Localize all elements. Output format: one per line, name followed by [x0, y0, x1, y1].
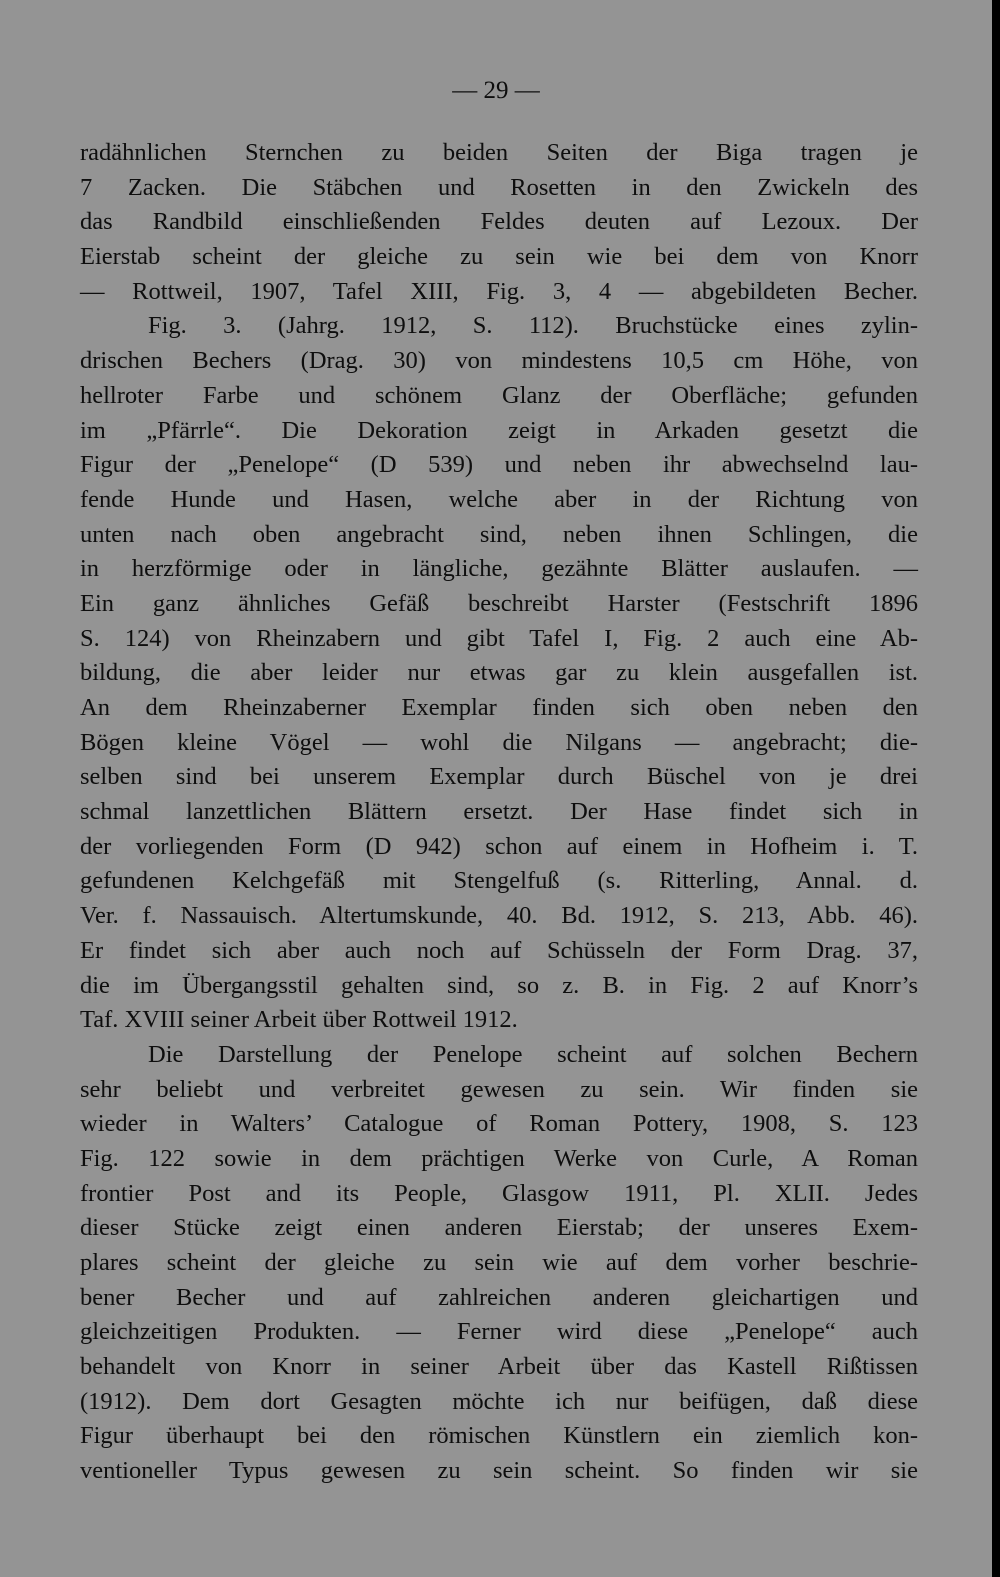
text-line: Fig. 3. (Jahrg. 1912, S. 112). Bruchstücke eines zylin- — [148, 312, 918, 340]
text-line: ventioneller Typus gewesen zu sein scheint. So finden wir sie — [80, 1457, 918, 1485]
text-line: Figur der „Penelope“ (D 539) und neben ihr abwechselnd lau- — [80, 451, 918, 479]
text-line: Er findet sich aber auch noch auf Schüsseln der Form Drag. 37, — [80, 936, 918, 964]
text-line: gefundenen Kelchgefäß mit Stengelfuß (s. Ritterling, Annal. d. — [80, 867, 918, 895]
text-line: bildung, die aber leider nur etwas gar zu klein ausgefallen ist. — [80, 659, 918, 687]
body-text — [80, 136, 918, 1489]
text-line: der vorliegenden Form (D 942) schon auf einem in Hofheim i. T. — [80, 832, 918, 860]
text-line: An dem Rheinzaberner Exemplar finden sich oben neben den — [80, 694, 918, 721]
text-line: Figur überhaupt bei den römischen Künstlern ein ziemlich kon- — [80, 1422, 918, 1450]
text-line: unten nach oben angebracht sind, neben ihnen Schlingen, die — [80, 520, 918, 548]
text-line: die im Übergangsstil gehalten sind, so z. B. in Fig. 2 auf Knorr’s — [80, 971, 918, 999]
text-line: Eierstab scheint der gleiche zu sein wie bei dem von Knorr — [80, 243, 918, 271]
text-line: gleichzeitigen Produkten. — Ferner wird diese „Penelope“ auch — [80, 1318, 918, 1346]
text-line: hellroter Farbe und schönem Glanz der Oberfläche; gefunden — [80, 381, 918, 409]
text-line: Taf. XVIII seiner Arbeit über Rottweil 1912. — [80, 1006, 518, 1034]
text-line: radähnlichen Sternchen zu beiden Seiten der Biga tragen je — [80, 139, 918, 166]
text-line: Die Darstellung der Penelope scheint auf solchen Bechern — [148, 1040, 918, 1068]
text-line: — Rottweil, 1907, Tafel XIII, Fig. 3, 4 — abgebildeten Becher. — [80, 277, 918, 305]
text-line: frontier Post and its People, Glasgow 1911, Pl. XLII. Jedes — [80, 1179, 918, 1207]
text-line: sehr beliebt und verbreitet gewesen zu sein. Wir finden sie — [80, 1075, 918, 1103]
text-line: dieser Stücke zeigt einen anderen Eierstab; der unseres Exem- — [80, 1214, 918, 1242]
text-line: behandelt von Knorr in seiner Arbeit über das Kastell Rißtissen — [80, 1353, 918, 1381]
text-line: (1912). Dem dort Gesagten möchte ich nur beifügen, daß diese — [80, 1387, 918, 1415]
text-line: wieder in Walters’ Catalogue of Roman Pottery, 1908, S. 123 — [80, 1110, 918, 1138]
text-line: im „Pfärrle“. Die Dekoration zeigt in Arkaden gesetzt die — [80, 416, 918, 444]
text-line: Ein ganz ähnliches Gefäß beschreibt Harster (Festschrift 1896 — [80, 589, 918, 617]
text-line: drischen Bechers (Drag. 30) von mindestens 10,5 cm Höhe, von — [80, 347, 918, 375]
text-line: 7 Zacken. Die Stäbchen und Rosetten in den Zwickeln des — [80, 173, 918, 201]
text-line: das Randbild einschließenden Feldes deuten auf Lezoux. Der — [80, 208, 918, 236]
text-line: fende Hunde und Hasen, welche aber in der Richtung von — [80, 485, 918, 513]
page-number: — 29 — — [452, 77, 540, 104]
text-line: plares scheint der gleiche zu sein wie auf dem vorher beschrie- — [80, 1249, 918, 1276]
text-line: S. 124) von Rheinzabern und gibt Tafel I, Fig. 2 auch eine Ab- — [80, 624, 918, 652]
text-line: bener Becher und auf zahlreichen anderen gleichartigen und — [80, 1283, 918, 1311]
text-line: Ver. f. Nassauisch. Altertumskunde, 40. Bd. 1912, S. 213, Abb. 46). — [80, 902, 918, 930]
text-line: schmal lanzettlichen Blättern ersetzt. Der Hase findet sich in — [80, 798, 918, 826]
text-line: Fig. 122 sowie in dem prächtigen Werke von Curle, A Roman — [80, 1144, 918, 1172]
text-line: selben sind bei unserem Exemplar durch Büschel von je drei — [80, 763, 918, 791]
text-line: Bögen kleine Vögel — wohl die Nilgans — angebracht; die- — [80, 728, 918, 756]
text-line: in herzförmige oder in längliche, gezähnte Blätter auslaufen. — — [80, 555, 918, 583]
